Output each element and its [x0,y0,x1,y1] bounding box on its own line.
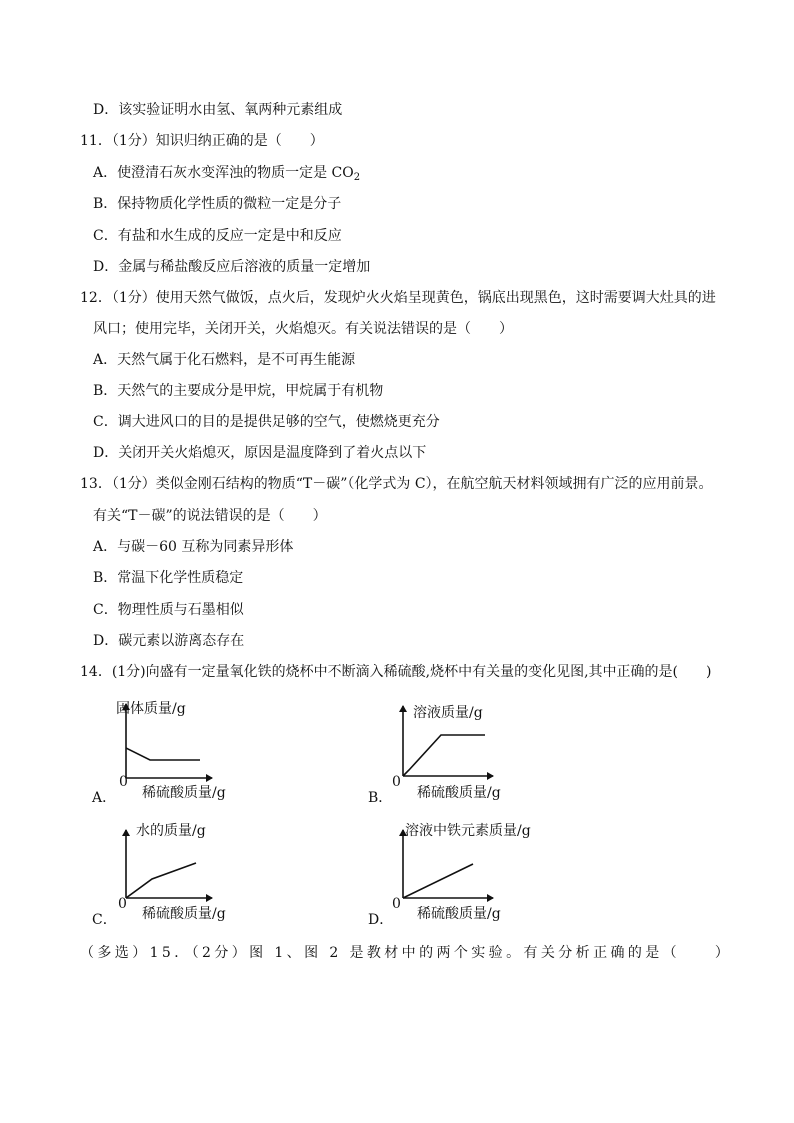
q12-option-a: A．天然气属于化石燃料，是不可再生能源 [93,352,356,368]
q13-option-c: C．物理性质与石墨相似 [93,602,244,618]
graph-c-xlabel: 稀硫酸质量/g [142,906,226,922]
graph-b-ylabel: 溶液质量/g [413,705,483,721]
graph-c [90,818,260,928]
q12-option-c: C．调大进风口的目的是提供足够的空气，使燃烧更充分 [93,414,440,430]
graph-c-origin: 0 [118,896,127,912]
graph-d-xlabel: 稀硫酸质量/g [417,906,501,922]
graph-b [367,700,542,810]
q12-stem-line1: 12．（1分）使用天然气做饭，点火后，发现炉火火焰呈现黄色，锅底出现黑色，这时需要调大灶具的进 [80,290,716,306]
graph-b-letter: B． [368,790,393,806]
q12-option-b: B．天然气的主要成分是甲烷，甲烷属于有机物 [93,383,384,399]
q15-stem: （多选）15．（2分）图 1、图 2 是教材中的两个实验。有关分析正确的是（ ） [80,945,733,961]
graph-b-curve [403,735,485,776]
graph-d-origin: 0 [392,896,401,912]
q13-stem-line2: 有关“T－碳”的说法错误的是（ ） [93,508,327,524]
q11-option-a [93,163,360,188]
graph-a-origin: 0 [119,774,128,790]
graph-a-curve [126,748,200,760]
graph-b-xlabel: 稀硫酸质量/g [417,785,501,801]
q13-option-b: B．常温下化学性质稳定 [93,570,244,586]
q10-option-d: D．该实验证明水由氢、氧两种元素组成 [93,102,343,118]
q11-option-b: B．保持物质化学性质的微粒一定是分子 [93,196,342,212]
graph-c-ylabel: 水的质量/g [136,823,206,839]
graph-a [90,700,260,810]
graph-d-letter: D． [368,912,394,928]
graph-b-origin: 0 [392,774,401,790]
q11-option-a-text: A．使澄清石灰水变浑浊的物质一定是 CO [93,165,354,181]
graph-a-xlabel: 稀硫酸质量/g [142,785,226,801]
graph-c-curve [126,863,196,898]
graph-d-ylabel: 溶液中铁元素质量/g [405,823,531,839]
graph-c-letter: C． [92,912,117,928]
q12-option-d: D．关闭开关火焰熄灭，原因是温度降到了着火点以下 [93,445,427,461]
q11-stem: 11．（1分）知识归纳正确的是（ ） [80,133,324,149]
q13-option-a: A．与碳－60 互称为同素异形体 [93,539,294,555]
graph-a-letter: A． [92,790,117,806]
q11-option-c: C．有盐和水生成的反应一定是中和反应 [93,228,342,244]
q14-stem: 14．(1分)向盛有一定量氧化铁的烧杯中不断滴入稀硫酸,烧杯中有关量的变化见图,其中正确的是( ) [80,664,712,680]
graph-d [367,818,557,928]
q12-stem-line2: 风口；使用完毕，关闭开关，火焰熄灭。有关说法错误的是（ ） [93,321,513,337]
q13-option-d: D．碳元素以游离态存在 [93,633,245,649]
graph-d-curve [403,864,473,898]
q13-stem-line1: 13．（1分）类似金刚石结构的物质“T－碳”（化学式为 C），在航空航天材料领域拥有广泛的应用前景。 [80,476,713,492]
graph-a-ylabel: 固体质量/g [116,701,186,717]
q11-option-a-subscript: 2 [353,172,361,183]
q11-option-d: D．金属与稀盐酸反应后溶液的质量一定增加 [93,259,371,275]
